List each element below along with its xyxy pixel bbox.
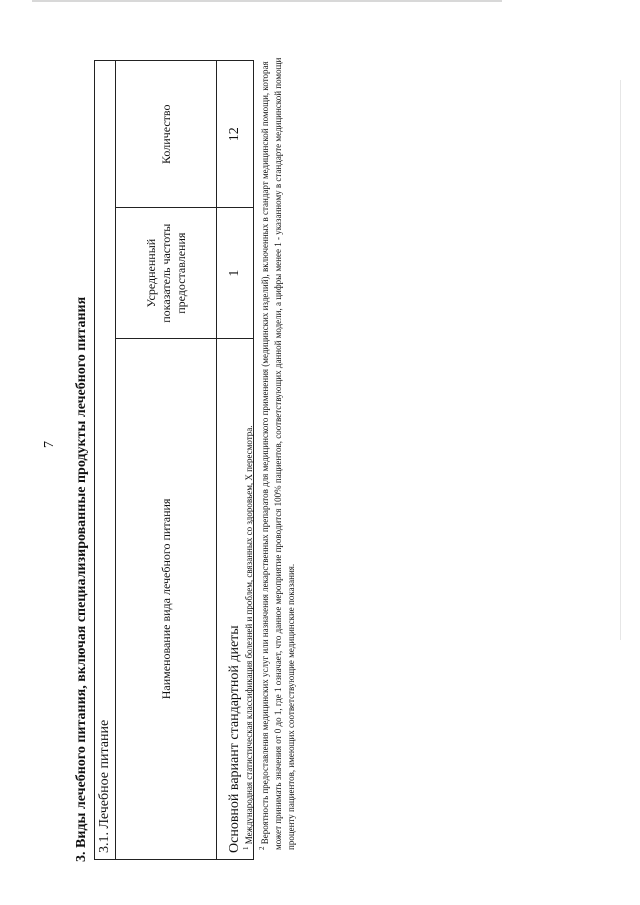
rotated-page-content — [10, 30, 610, 870]
scan-edge-top — [32, 0, 502, 2]
row-name-cell: Основной вариант стандартной диеты — [217, 338, 254, 859]
page-number: 7 — [42, 441, 57, 448]
header-quantity: Количество — [116, 61, 217, 209]
row-quantity-cell: 12 — [217, 61, 254, 209]
footnote-1 — [240, 50, 256, 850]
table-header-row — [116, 61, 217, 860]
footnote-2-marker: 2 — [258, 846, 266, 850]
footnote-2 — [256, 50, 298, 850]
footnote-2-text: Вероятность предоставления медицинских услуг или назначения лекарственных препаратов для медицинского применения (медицинских изделий), включенных в стандарт медицинской помощи, которая может принимать значения от 0 до 1, где 1 означает, что данное мероприятие проводится 100% пациентов, соответствующих данной модели, а цифры менее 1 - указанному в стандарте медицинской помощи проценту пациентов, имеющих соответствующие медицинские показания. — [260, 57, 296, 850]
footnote-1-marker: 1 — [242, 846, 250, 850]
subheading-cell: 3.1. Лечебное питание — [95, 61, 116, 860]
header-frequency: Усредненный показатель частоты предоставления — [116, 208, 217, 338]
diet-table — [94, 60, 254, 860]
section-heading: 3. Виды лечебного питания, включая специализированные продукты лечебного питания — [74, 296, 89, 862]
footnotes — [240, 50, 298, 850]
header-name: Наименование вида лечебного питания — [116, 338, 217, 859]
footnote-1-text: Международная статистическая классификация болезней и проблем, связанных со здоровьем, X пересмотра. — [244, 425, 254, 845]
table-subheading-row — [95, 61, 116, 860]
row-frequency-cell: 1 — [217, 208, 254, 338]
scan-edge-right — [620, 80, 621, 640]
